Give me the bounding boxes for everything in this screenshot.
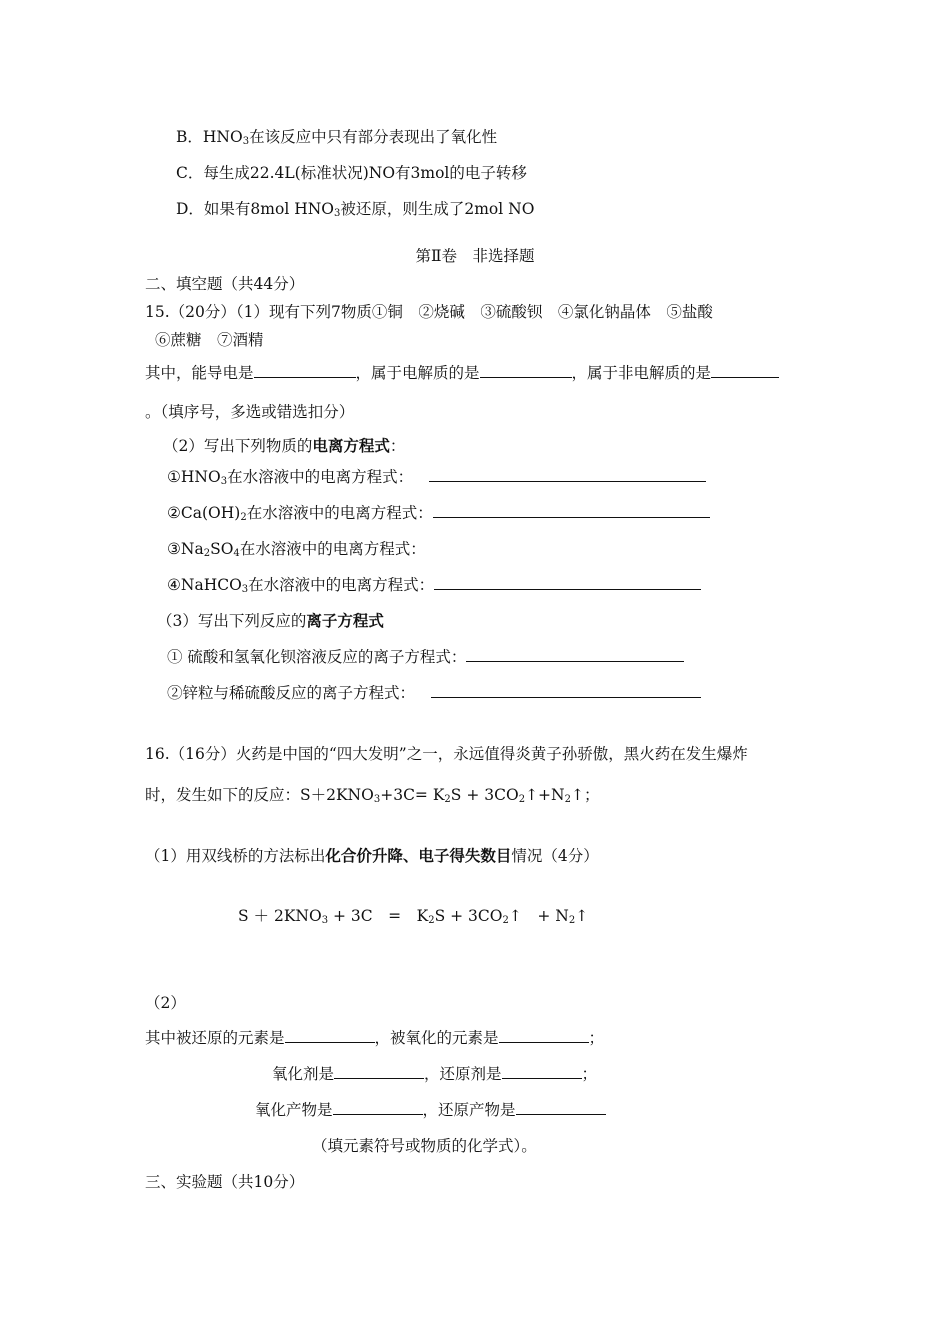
q15-stem: 15.（20分）（1）现有下列7物质①铜 ②烧碱 ③硫酸钡 ④氯化钠晶体 ⑤盐酸 [145, 303, 713, 321]
answer-blank[interactable] [429, 467, 706, 482]
answer-blank[interactable] [433, 503, 710, 518]
q15-note: 。（填序号，多选或错选扣分） [145, 403, 355, 421]
q16-stem: 16.（16分）火药是中国的“四大发明”之一，永远值得炎黄子孙骄傲，黑火药在发生爆炸 [145, 745, 748, 763]
q15-sub3-heading: （3）写出下列反应的离子方程式 [157, 611, 384, 630]
answer-blank[interactable] [285, 1028, 375, 1043]
answer-blank[interactable] [434, 575, 701, 590]
q15-sub2-heading: （2）写出下列物质的电离方程式： [163, 436, 406, 455]
q16-equation: $S + 2KNO_3 + 3C$ = $K_2S$ + $3CO_2↑$ + $N_2↑$ [238, 907, 589, 926]
q15-blank-line: 其中，能导电是 ，属于电解质的是 ，属于非电解质的是 [145, 363, 779, 383]
section-heading: 二、填空题（共44分） [145, 275, 305, 293]
q16-agents-line: 氧化剂是 ，还原剂是 ； [272, 1065, 598, 1083]
q15-ion2: ②锌粒与稀硫酸反应的离子方程式： [167, 683, 701, 703]
q15-eq3: $③Na_2SO_4$在水溶液中的电离方程式： [167, 540, 426, 559]
q15-eq4: ④NaHCO$_3$在水溶液中的电离方程式： [167, 575, 701, 595]
option-c: C．每生成22.4L(标准状况)NO有3mol的电子转移 [176, 164, 527, 182]
part-title: 第Ⅱ卷 非选择题 [415, 247, 535, 265]
answer-blank[interactable] [334, 1064, 424, 1079]
answer-blank[interactable] [254, 363, 356, 378]
answer-blank[interactable] [502, 1064, 582, 1079]
q16-fill-note: （填元素符号或物质的化学式）。 [312, 1137, 537, 1155]
answer-blank[interactable] [499, 1028, 589, 1043]
q15-stem-cont: ⑥蔗糖 ⑦酒精 [155, 331, 264, 349]
option-d: D．如果有8mol $HNO_3$被还原，则生成了2mol NO [176, 200, 535, 219]
q15-eq2: $②Ca(OH)_2$在水溶液中的电离方程式： [167, 503, 710, 523]
answer-blank[interactable] [466, 647, 684, 662]
section-heading: 三、实验题（共10分） [145, 1173, 305, 1191]
answer-blank[interactable] [431, 683, 701, 698]
q16-sub2-heading: （2） [145, 994, 186, 1012]
option-b: B．$HNO_3$在该反应中只有部分表现出了氧化性 [176, 128, 498, 147]
q16-products-line: 氧化产物是 ，还原产物是 [255, 1100, 606, 1120]
q16-sub1-heading: （1）用双线桥的方法标出化合价升降、电子得失数目情况（4分） [145, 846, 599, 865]
answer-blank[interactable] [333, 1100, 423, 1115]
answer-blank[interactable] [480, 363, 572, 378]
q16-reaction: 时，发生如下的反应：$S+2KNO_3+3C= K_2S$ + $3CO_2↑+N_2↑$； [145, 786, 600, 805]
q15-ion1: ① 硫酸和氢氧化钡溶液反应的离子方程式： [167, 647, 684, 667]
q15-eq1: $①HNO_3$在水溶液中的电离方程式： [167, 467, 706, 487]
answer-blank[interactable] [516, 1100, 606, 1115]
answer-blank[interactable] [711, 363, 779, 378]
q16-elements-line: 其中被还原的元素是 ，被氧化的元素是 ； [145, 1029, 605, 1047]
